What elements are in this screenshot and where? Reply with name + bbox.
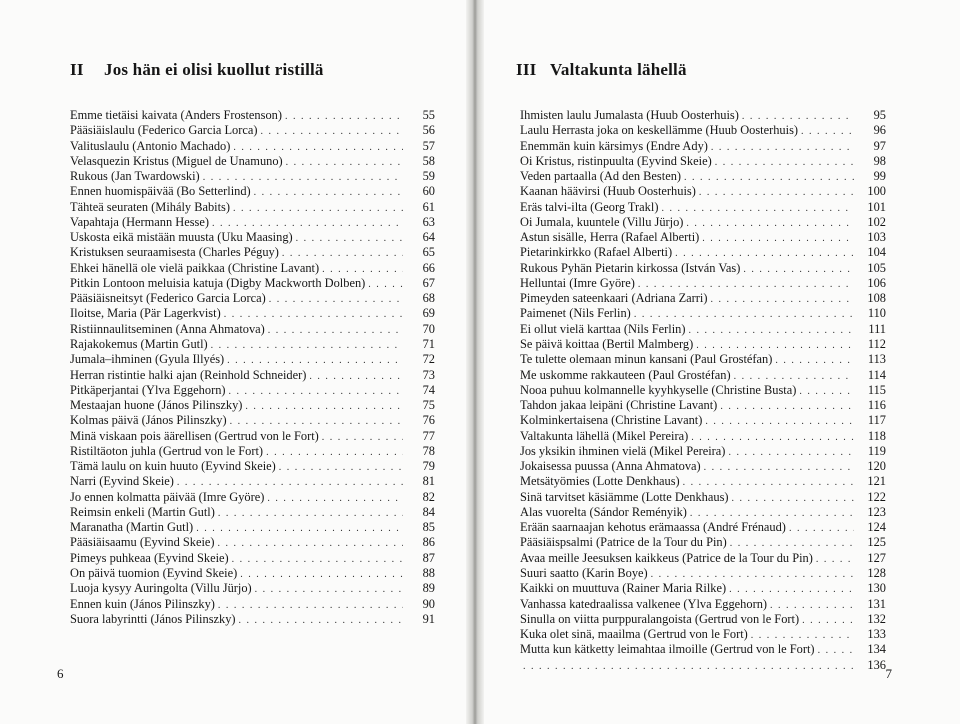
toc-entry — [520, 429, 886, 444]
toc-entry-page: 95 — [873, 108, 886, 122]
toc-entry — [520, 413, 886, 428]
dot-leader — [689, 323, 854, 338]
toc-entry — [520, 337, 886, 352]
dot-leader — [240, 567, 403, 582]
toc-entry-page: 74 — [422, 382, 435, 397]
dot-leader — [267, 491, 403, 506]
dot-leader — [227, 353, 403, 368]
toc-entry-title: Metsätyömies (Lotte Denkhaus) — [520, 474, 680, 489]
toc-entry-title: Eräs talvi-ilta (Georg Trakl) — [520, 199, 659, 214]
toc-entry-title: Veden partaalla (Ad den Besten) — [520, 169, 682, 184]
dot-leader — [177, 475, 403, 490]
dot-leader — [704, 460, 854, 475]
toc-list — [70, 108, 435, 627]
toc-entry-title: Reimsin enkeli (Martin Gutl) — [70, 504, 215, 519]
toc-entry-page: 112 — [867, 336, 886, 351]
dot-leader — [212, 216, 403, 231]
toc-entry-title: Me uskomme rakkauteen (Paul Grostéfan) — [520, 367, 731, 382]
toc-entry-page: 123 — [867, 504, 886, 519]
toc-entry-title: Emme tietäisi kaivata (Anders Frostenson) — [70, 108, 282, 122]
toc-entry — [70, 429, 435, 444]
dot-leader — [696, 338, 854, 353]
toc-entry-title: Jumala–ihminen (Gyula Illyés) — [70, 352, 225, 367]
toc-entry-title: Ennen kuin (János Pilinszky) — [70, 596, 215, 611]
toc-entry-page: 106 — [867, 275, 886, 290]
toc-entry-page: 89 — [422, 581, 435, 596]
toc-entry-page: 75 — [422, 398, 435, 413]
toc-entry-page: 90 — [422, 596, 435, 611]
toc-entry-title: Mestaajan huone (János Pilinszky) — [70, 398, 243, 413]
dot-leader — [224, 307, 403, 322]
toc-entry-page: 73 — [422, 367, 435, 382]
toc-entry-page: 91 — [422, 611, 435, 626]
toc-entry-title: Nooa puhuu kolmannelle kyyhkyselle (Christine Busta) — [520, 382, 797, 397]
toc-entry-title: Alas vuorelta (Sándor Reményik) — [520, 504, 687, 519]
dot-leader — [245, 399, 403, 414]
toc-entry-title: Valtakunta lähellä (Mikel Pereira) — [520, 428, 689, 443]
toc-entry — [70, 215, 435, 230]
toc-entry-title: Minä viskaan pois äärellisen (Gertrud von le Fort) — [70, 428, 319, 443]
toc-entry — [520, 276, 886, 291]
dot-leader — [523, 659, 854, 674]
toc-entry — [70, 413, 435, 428]
toc-entry — [70, 245, 435, 260]
toc-entry — [70, 322, 435, 337]
toc-entry-title: Suora labyrintti (János Pilinszky) — [70, 611, 236, 626]
toc-entry-page: 85 — [422, 520, 435, 535]
toc-entry-page: 120 — [867, 459, 886, 474]
toc-entry-page: 70 — [422, 321, 435, 336]
toc-entry — [520, 245, 886, 260]
toc-entry — [520, 261, 886, 276]
dot-leader — [233, 201, 403, 216]
toc-entry — [70, 306, 435, 321]
dot-leader — [269, 292, 403, 307]
page-number: 6 — [57, 666, 64, 681]
toc-entry-title: Kristuksen seuraamisesta (Charles Péguy) — [70, 245, 279, 260]
dot-leader — [699, 185, 854, 200]
toc-entry-title: Tähteä seuraten (Mihály Babits) — [70, 199, 230, 214]
dot-leader — [775, 353, 854, 368]
section-title: Valtakunta lähellä — [550, 60, 687, 79]
page-number: 7 — [885, 666, 892, 681]
toc-entry-title: Pääsiäispsalmi (Patrice de la Tour du Pin) — [520, 535, 727, 550]
toc-entry — [520, 123, 886, 138]
dot-leader — [282, 246, 403, 261]
toc-entry-title: Ennen huomispäivää (Bo Setterlind) — [70, 184, 251, 199]
toc-entry-title: Pimeys puhkeaa (Eyvind Skeie) — [70, 550, 229, 565]
dot-leader — [720, 399, 854, 414]
toc-entry-title: Ehkei hänellä ole vielä paikkaa (Christine Lavant) — [70, 260, 320, 275]
toc-entry — [70, 261, 435, 276]
dot-leader — [232, 552, 403, 567]
toc-entry-page: 100 — [867, 184, 886, 199]
dot-leader — [196, 521, 403, 536]
dot-leader — [296, 231, 403, 246]
toc-entry-page: 133 — [867, 627, 886, 642]
toc-entry-title: Tämä laulu on kuin huuto (Eyvind Skeie) — [70, 459, 276, 474]
dot-leader — [799, 384, 854, 399]
toc-entry — [520, 444, 886, 459]
toc-entry — [520, 474, 886, 489]
dot-leader — [651, 567, 854, 582]
toc-entry — [520, 612, 886, 627]
toc-entry-title: Pääsiäislaulu (Federico Garcia Lorca) — [70, 123, 258, 138]
toc-entry — [70, 276, 435, 291]
toc-entry-page: 79 — [422, 459, 435, 474]
dot-leader — [702, 231, 854, 246]
toc-entry-page: 125 — [867, 535, 886, 550]
left-page — [0, 0, 474, 724]
toc-entry-page: 82 — [422, 489, 435, 504]
dot-leader — [266, 445, 403, 460]
toc-entry — [520, 627, 886, 642]
toc-entry — [70, 154, 435, 169]
toc-entry-title: Rajakokemus (Martin Gutl) — [70, 336, 208, 351]
toc-entry-title: Tahdon jakaa leipäni (Christine Lavant) — [520, 398, 718, 413]
toc-entry-page: 113 — [867, 352, 886, 367]
toc-entry — [520, 535, 886, 550]
toc-entry-title: Se päivä koittaa (Bertil Malmberg) — [520, 336, 694, 351]
toc-entry — [70, 337, 435, 352]
dot-leader — [705, 414, 854, 429]
section-title: Jos hän ei olisi kuollut ristillä — [104, 60, 324, 79]
dot-leader — [770, 598, 854, 613]
toc-entry-title: Helluntai (Imre Györe) — [520, 275, 635, 290]
toc-entry-title: Velasquezin Kristus (Miguel de Unamuno) — [70, 153, 283, 168]
toc-entry — [520, 200, 886, 215]
toc-entry-title: Ristiinnaulitseminen (Anna Ahmatova) — [70, 321, 265, 336]
toc-entry-title: Jos yksikin ihminen vielä (Mikel Pereira) — [520, 443, 726, 458]
toc-entry — [70, 444, 435, 459]
dot-leader — [233, 140, 403, 155]
toc-entry-page: 84 — [422, 504, 435, 519]
toc-entry-page: 57 — [422, 138, 435, 153]
toc-entry — [70, 474, 435, 489]
toc-entry-page: 132 — [867, 611, 886, 626]
toc-entry-title: Rukous (Jan Twardowski) — [70, 169, 200, 184]
toc-entry-page: 134 — [867, 642, 886, 657]
dot-leader — [368, 277, 403, 292]
dot-leader — [691, 430, 854, 445]
toc-entry — [520, 597, 886, 612]
toc-entry-page: 99 — [873, 169, 886, 184]
toc-entry-page: 71 — [422, 336, 435, 351]
toc-entry-page: 86 — [422, 535, 435, 550]
toc-entry-title: Te tulette olemaan minun kansani (Paul Grostéfan) — [520, 352, 773, 367]
toc-entry-title: Kaanan häävirsi (Huub Oosterhuis) — [520, 184, 696, 199]
dot-leader — [309, 369, 403, 384]
toc-entry-title: Uskosta eikä mistään muusta (Uku Maasing) — [70, 230, 293, 245]
toc-entry-title: Jo ennen kolmatta päivää (Imre Györe) — [70, 489, 265, 504]
toc-entry-page: 56 — [422, 123, 435, 138]
dot-leader — [686, 216, 854, 231]
toc-entry-title: Pitkin Lontoon meluisia katuja (Digby Mackworth Dolben) — [70, 275, 366, 290]
toc-entry — [70, 505, 435, 520]
toc-entry-title: Suuri saatto (Karin Boye) — [520, 565, 648, 580]
toc-entry-page: 72 — [422, 352, 435, 367]
toc-entry-title: Laulu Herrasta joka on keskellämme (Huub Oosterhuis) — [520, 123, 799, 138]
right-page — [480, 0, 960, 724]
toc-entry — [520, 184, 886, 199]
toc-entry-page: 122 — [867, 489, 886, 504]
toc-entry-page: 114 — [867, 367, 886, 382]
toc-entry-page: 98 — [873, 153, 886, 168]
toc-entry-title: Narri (Eyvind Skeie) — [70, 474, 174, 489]
toc-entry-page: 77 — [422, 428, 435, 443]
dot-leader — [285, 109, 403, 124]
toc-entry — [70, 230, 435, 245]
toc-entry — [70, 520, 435, 535]
toc-entry — [70, 459, 435, 474]
dot-leader — [203, 170, 403, 185]
toc-entry-page: 68 — [422, 291, 435, 306]
toc-entry-title: Sinulla on viitta purppuralangoista (Gertrud von le Fort) — [520, 611, 800, 626]
toc-entry-page: 124 — [867, 520, 886, 535]
dot-leader — [715, 155, 854, 170]
dot-leader — [729, 582, 854, 597]
toc-entry — [520, 108, 886, 123]
toc-entry — [70, 169, 435, 184]
dot-leader — [261, 124, 404, 139]
toc-entry-title: Erään saarnaajan kehotus erämaassa (André Frénaud) — [520, 520, 786, 535]
dot-leader — [683, 475, 854, 490]
toc-entry — [70, 368, 435, 383]
toc-entry — [70, 597, 435, 612]
toc-entry — [70, 352, 435, 367]
toc-entry-page: 117 — [867, 413, 886, 428]
dot-leader — [279, 460, 403, 475]
toc-entry — [520, 383, 886, 398]
dot-leader — [322, 430, 403, 445]
toc-entry-page: 64 — [422, 230, 435, 245]
toc-entry — [520, 581, 886, 596]
toc-entry-page: 130 — [867, 581, 886, 596]
toc-entry-title: Sinä tarvitset käsiämme (Lotte Denkhaus) — [520, 489, 729, 504]
toc-entry-page: 115 — [867, 382, 886, 397]
toc-entry — [520, 459, 886, 474]
toc-entry-title: Kuka olet sinä, maailma (Gertrud von le Fort) — [520, 627, 748, 642]
dot-leader — [255, 582, 403, 597]
toc-list — [520, 108, 886, 673]
toc-entry — [520, 368, 886, 383]
toc-entry — [70, 581, 435, 596]
section-numeral: III — [516, 60, 537, 79]
toc-entry-page: 136 — [867, 657, 886, 672]
dot-leader — [268, 323, 403, 338]
toc-entry — [520, 505, 886, 520]
toc-entry — [520, 169, 886, 184]
toc-entry-title: Pääsiäisneitsyt (Federico Garcia Lorca) — [70, 291, 266, 306]
toc-entry — [520, 551, 886, 566]
toc-entry — [70, 535, 435, 550]
toc-entry-page: 101 — [867, 199, 886, 214]
toc-entry — [520, 566, 886, 581]
toc-entry — [70, 383, 435, 398]
toc-entry-page: 69 — [422, 306, 435, 321]
toc-entry-title: Maranatha (Martin Gutl) — [70, 520, 194, 535]
toc-entry-title: Iloitse, Maria (Pär Lagerkvist) — [70, 306, 221, 321]
toc-entry-page: 103 — [867, 230, 886, 245]
dot-leader — [690, 506, 854, 521]
toc-entry-title: Ristiltäoton juhla (Gertrud von le Fort) — [70, 443, 264, 458]
toc-entry-title: Kolmas päivä (János Pilinszky) — [70, 413, 227, 428]
toc-entry — [520, 139, 886, 154]
toc-entry-title: Rukous Pyhän Pietarin kirkossa (István Vas) — [520, 260, 741, 275]
toc-entry — [70, 566, 435, 581]
toc-entry-page: 58 — [422, 153, 435, 168]
toc-entry — [70, 490, 435, 505]
toc-entry-title: Valituslaulu (Antonio Machado) — [70, 138, 231, 153]
toc-entry — [70, 184, 435, 199]
toc-entry — [70, 139, 435, 154]
toc-entry-page: 121 — [867, 474, 886, 489]
toc-entry — [70, 108, 435, 123]
dot-leader — [711, 292, 855, 307]
dot-leader — [743, 262, 854, 277]
toc-entry-title: Pääsiäisaamu (Eyvind Skeie) — [70, 535, 215, 550]
dot-leader — [661, 201, 854, 216]
toc-entry — [520, 352, 886, 367]
toc-entry-title: Kaikki on muuttuva (Rainer Maria Rilke) — [520, 581, 727, 596]
toc-entry-title: Pimeyden sateenkaari (Adriana Zarri) — [520, 291, 708, 306]
dot-leader — [684, 170, 854, 185]
toc-entry-page: 110 — [867, 306, 886, 321]
dot-leader — [742, 109, 854, 124]
toc-entry-title: Luoja kysyy Auringolta (Villu Jürjo) — [70, 581, 252, 596]
toc-entry-page: 55 — [422, 108, 435, 122]
toc-entry-title: Astun sisälle, Herra (Rafael Alberti) — [520, 230, 700, 245]
toc-entry-page: 59 — [422, 169, 435, 184]
toc-entry-page: 60 — [422, 184, 435, 199]
section-heading — [70, 60, 324, 80]
toc-entry-title: Vapahtaja (Hermann Hesse) — [70, 214, 209, 229]
toc-entry-page: 67 — [422, 275, 435, 290]
toc-entry-page: 76 — [422, 413, 435, 428]
toc-entry-page: 88 — [422, 565, 435, 580]
dot-leader — [818, 643, 854, 658]
toc-entry-page: 61 — [422, 199, 435, 214]
dot-leader — [751, 628, 854, 643]
dot-leader — [638, 277, 854, 292]
book-gutter — [466, 0, 484, 724]
toc-entry — [520, 642, 886, 657]
toc-entry-page: 66 — [422, 260, 435, 275]
dot-leader — [239, 613, 403, 628]
toc-entry — [520, 490, 886, 505]
dot-leader — [218, 536, 403, 551]
toc-entry-page: 108 — [867, 291, 886, 306]
toc-entry — [70, 291, 435, 306]
dot-leader — [229, 384, 403, 399]
toc-entry — [70, 200, 435, 215]
dot-leader — [322, 262, 403, 277]
dot-leader — [711, 140, 854, 155]
toc-entry — [70, 398, 435, 413]
toc-entry — [520, 398, 886, 413]
toc-entry-page: 131 — [867, 596, 886, 611]
dot-leader — [789, 521, 854, 536]
dot-leader — [675, 246, 854, 261]
toc-entry-title: Paimenet (Nils Ferlin) — [520, 306, 631, 321]
toc-entry-title: Enemmän kuin kärsimys (Endre Ady) — [520, 138, 708, 153]
dot-leader — [254, 185, 403, 200]
toc-entry-page: 105 — [867, 260, 886, 275]
toc-entry-title: Pietarinkirkko (Rafael Alberti) — [520, 245, 673, 260]
toc-entry-page: 128 — [867, 565, 886, 580]
dot-leader — [728, 445, 854, 460]
toc-entry-title: Oi Jumala, kuuntele (Villu Jürjo) — [520, 214, 684, 229]
toc-entry-page: 87 — [422, 550, 435, 565]
toc-entry-page: 104 — [867, 245, 886, 260]
dot-leader — [230, 414, 403, 429]
toc-entry — [520, 154, 886, 169]
dot-leader — [732, 491, 854, 506]
dot-leader — [286, 155, 403, 170]
toc-entry-page: 97 — [873, 138, 886, 153]
dot-leader — [816, 552, 854, 567]
toc-entry — [520, 658, 886, 673]
toc-entry-title: Ei ollut vielä karttaa (Nils Ferlin) — [520, 321, 686, 336]
toc-entry-title: Jokaisessa puussa (Anna Ahmatova) — [520, 459, 701, 474]
toc-entry-title: Pitkäperjantai (Ylva Eggehorn) — [70, 382, 226, 397]
section-numeral: II — [70, 60, 84, 79]
toc-entry-title: On päivä tuomion (Eyvind Skeie) — [70, 565, 238, 580]
toc-entry — [520, 230, 886, 245]
dot-leader — [730, 536, 854, 551]
dot-leader — [218, 598, 403, 613]
toc-entry — [520, 322, 886, 337]
dot-leader — [802, 613, 854, 628]
toc-entry — [70, 551, 435, 566]
toc-entry — [520, 215, 886, 230]
toc-entry-title: Vanhassa katedraalissa valkenee (Ylva Eggehorn) — [520, 596, 768, 611]
toc-entry-page: 78 — [422, 443, 435, 458]
toc-entry-page: 65 — [422, 245, 435, 260]
toc-entry — [70, 612, 435, 627]
dot-leader — [801, 124, 854, 139]
toc-entry-page: 102 — [867, 214, 886, 229]
toc-entry-page: 127 — [867, 550, 886, 565]
section-heading — [516, 60, 687, 80]
toc-entry-page: 63 — [422, 214, 435, 229]
toc-entry-title: Avaa meille Jeesuksen kaikkeus (Patrice de la Tour du Pin) — [520, 550, 813, 565]
toc-entry-title: Herran ristintie halki ajan (Reinhold Schneider) — [70, 367, 307, 382]
toc-entry-page: 118 — [867, 428, 886, 443]
dot-leader — [634, 307, 854, 322]
toc-entry-page: 116 — [867, 398, 886, 413]
toc-entry — [70, 123, 435, 138]
toc-entry-title: Kolminkertaisena (Christine Lavant) — [520, 413, 703, 428]
toc-entry — [520, 520, 886, 535]
dot-leader — [218, 506, 403, 521]
toc-entry-page: 81 — [422, 474, 435, 489]
toc-entry — [520, 291, 886, 306]
toc-entry-page: 111 — [868, 321, 886, 336]
toc-entry-title: Oi Kristus, ristinpuulta (Eyvind Skeie) — [520, 153, 712, 168]
toc-entry-page: 119 — [867, 443, 886, 458]
dot-leader — [734, 369, 854, 384]
dot-leader — [211, 338, 403, 353]
toc-entry-page: 96 — [873, 123, 886, 138]
toc-entry — [520, 306, 886, 321]
toc-entry-title: Ihmisten laulu Jumalasta (Huub Oosterhuis) — [520, 108, 739, 122]
toc-entry-title: Mutta kun kätketty leimahtaa ilmoille (Gertrud von le Fort) — [520, 642, 815, 657]
